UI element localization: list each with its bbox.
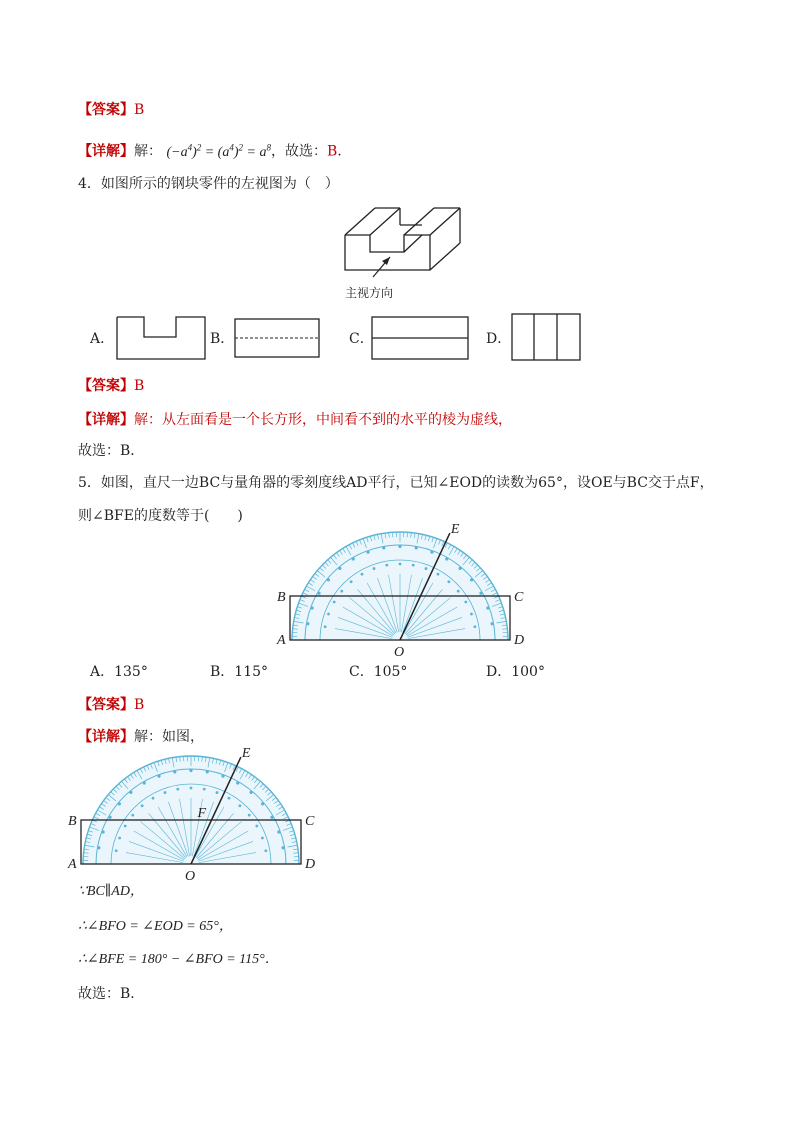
q5-answer: B [134,697,145,713]
svg-text:F: F [197,806,207,821]
q3-answer-line [78,100,144,120]
q4-stem: 4．如图所示的钢块零件的左视图为（ ） [78,176,339,192]
svg-text:B: B [277,590,286,605]
svg-text:E: E [450,522,460,538]
q5-option-b: B．115° [210,664,269,680]
q5-protractor-figure [275,522,525,660]
svg-text:C: C [514,590,524,605]
q3-choice: B [326,143,338,160]
svg-text:D: D [514,633,525,648]
q3-detail-line: 【详解】解： $(-a^4)^2 = (a^4)^2 = a^8$，故选：B. [78,142,342,160]
q5-stem-line1: 5．如图，直尺一边BC与量角器的零刻度线AD平行，已知∠EOD的读数为65°，设OE与BC交于点F， [78,475,714,491]
q4-answer-line: 【答案】B [78,378,145,394]
q4-detail: 解：从左面看是一个长方形，中间看不到的水平的棱为虚线， [134,412,512,428]
svg-text:D: D [305,857,316,872]
q5-detail-intro: 解：如图， [134,729,204,745]
q4-answer: B [134,378,145,394]
detail-tag: 【详解】 [78,143,134,160]
q3-expression: $(-a^4)^2 = (a^4)^2 = a^8$ [166,142,271,160]
svg-text:C: C [305,814,315,829]
q5-step3: ∴∠BFE = 180° − ∠BFO = 115°． [78,952,279,967]
q5-answer-line: 【答案】B [78,697,145,713]
q4-option-c-figure [371,316,469,360]
q4-option-a-label: A． [90,331,115,347]
svg-text:A: A [277,633,286,648]
q5-option-c: C．105° [349,664,408,680]
q3-answer: B [134,102,145,118]
q4-option-b-figure [234,318,320,358]
svg-text:B: B [68,814,77,829]
q5-option-a: A．135° [90,664,148,680]
q5-stem-line2: 则∠BFE的度数等于( ) [78,508,243,524]
q5-option-d: D．100° [486,664,545,680]
q4-option-c-label: C． [349,331,374,347]
q5-conclusion: 故选：B． [78,986,145,1002]
q4-option-d-label: D． [486,331,512,347]
q5-step2: ∴∠BFO = ∠EOD = 65°， [78,919,233,934]
svg-text:O: O [394,645,405,660]
answer-tag: 【答案】 [78,102,134,118]
svg-text:E: E [241,746,251,762]
q5-detail-line: 【详解】解：如图， [78,729,204,745]
svg-text:O: O [185,869,196,884]
q4-option-d-figure [511,313,581,361]
q5-step1: ∵BC∥AD， [78,884,144,899]
q5-solution-figure [66,746,316,884]
q4-conclusion: 故选：B． [78,443,145,459]
q4-view-label: 主视方向 [345,286,394,300]
q4-option-b-label: B． [210,331,235,347]
svg-text:A: A [68,857,77,872]
q4-option-a-figure [116,316,206,360]
q3-detail-suffix: ，故选： [270,143,327,160]
q4-detail-line: 【详解】解：从左面看是一个长方形，中间看不到的水平的棱为虚线， [78,412,512,428]
q3-detail-prefix: 解： [134,143,162,160]
